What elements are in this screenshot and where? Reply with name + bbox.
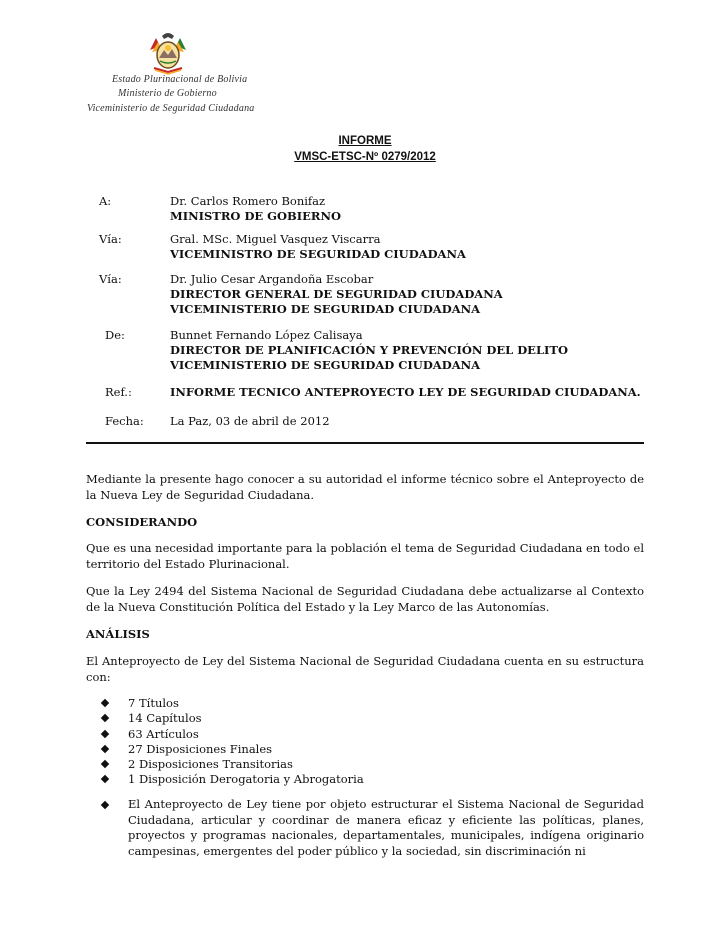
to-block xyxy=(170,194,341,224)
date-label: Fecha: xyxy=(105,414,144,428)
date-value: La Paz, 03 de abril de 2012 xyxy=(170,414,330,428)
letterhead-vice-ministry: Viceministerio de Seguridad Ciudadana xyxy=(87,103,255,114)
document-title: INFORME xyxy=(338,135,392,147)
from-name: Bunnet Fernando López Calisaya xyxy=(170,328,363,342)
document-number: VMSC-ETSC-Nº 0279/2012 xyxy=(294,151,436,163)
header-divider xyxy=(86,442,644,444)
list-item: 14 Capítulos xyxy=(86,711,364,726)
bullet-icon xyxy=(101,801,109,809)
bullet-icon xyxy=(101,745,109,753)
via2-label: Vía: xyxy=(99,272,122,286)
from-role-1: DIRECTOR DE PLANIFICACIÓN Y PREVENCIÓN DEL DELITO xyxy=(170,343,568,357)
list-item: 63 Artículos xyxy=(86,727,364,742)
from-label: De: xyxy=(105,328,125,342)
letterhead-ministry: Ministerio de Gobierno xyxy=(118,88,217,99)
via2-name: Dr. Julio Cesar Argandoña Escobar xyxy=(170,272,374,286)
ref-block xyxy=(170,385,641,400)
ref-label: Ref.: xyxy=(105,385,132,399)
list-item: 7 Títulos xyxy=(86,696,364,711)
from-block xyxy=(170,328,568,373)
to-name: Dr. Carlos Romero Bonifaz xyxy=(170,194,326,208)
list-item: 27 Disposiciones Finales xyxy=(86,742,364,757)
letterhead-state: Estado Plurinacional de Bolivia xyxy=(112,74,248,85)
bullet-icon xyxy=(101,729,109,737)
considerando-paragraph-1: Que es una necesidad importante para la población el tema de Seguridad Ciudadana en todo el territorio del Estado Plurinacional. xyxy=(86,541,644,571)
bullet-icon xyxy=(101,760,109,768)
bullet-icon xyxy=(101,699,109,707)
objeto-paragraph: El Anteproyecto de Ley tiene por objeto estructurar el Sistema Nacional de Seguridad Ciudadana, articular y coordinar de manera eficaz y eficiente las políticas, planes, proyectos y programas nacionales, departamentales, municipales, indígena originario campesinas, emergentes del poder público y la sociedad, sin discriminación ni xyxy=(128,797,644,858)
list-item: 2 Disposiciones Transitorias xyxy=(86,757,364,772)
to-role: MINISTRO DE GOBIERNO xyxy=(170,209,341,223)
via1-block xyxy=(170,232,466,262)
objeto-bullet-item xyxy=(86,797,644,859)
from-role-2: VICEMINISTERIO DE SEGURIDAD CIUDADANA xyxy=(170,358,481,372)
considerando-heading: CONSIDERANDO xyxy=(86,515,198,529)
bolivia-coat-of-arms-icon xyxy=(146,28,190,76)
ref-value: INFORME TECNICO ANTEPROYECTO LEY DE SEGURIDAD CIUDADANA. xyxy=(170,385,641,399)
intro-paragraph: Mediante la presente hago conocer a su autoridad el informe técnico sobre el Anteproyecto de la Nueva Ley de Seguridad Ciudadana. xyxy=(86,472,644,502)
via1-role: VICEMINISTRO DE SEGURIDAD CIUDADANA xyxy=(170,247,466,261)
bullet-icon xyxy=(101,714,109,722)
structure-list xyxy=(86,696,364,788)
bullet-icon xyxy=(101,775,109,783)
analisis-heading: ANÁLISIS xyxy=(86,627,150,641)
via1-label: Vía: xyxy=(99,232,122,246)
via2-role-1: DIRECTOR GENERAL DE SEGURIDAD CIUDADANA xyxy=(170,287,503,301)
via2-block xyxy=(170,272,503,317)
via2-role-2: VICEMINISTERIO DE SEGURIDAD CIUDADANA xyxy=(170,302,481,316)
analisis-paragraph: El Anteproyecto de Ley del Sistema Nacional de Seguridad Ciudadana cuenta en su estructura con: xyxy=(86,654,644,684)
list-item: 1 Disposición Derogatoria y Abrogatoria xyxy=(86,772,364,787)
to-label: A: xyxy=(99,194,112,208)
considerando-paragraph-2: Que la Ley 2494 del Sistema Nacional de Seguridad Ciudadana debe actualizarse al Contexto de la Nueva Constitución Política del Estado y la Ley Marco de las Autonomías. xyxy=(86,584,644,614)
via1-name: Gral. MSc. Miguel Vasquez Viscarra xyxy=(170,232,381,246)
